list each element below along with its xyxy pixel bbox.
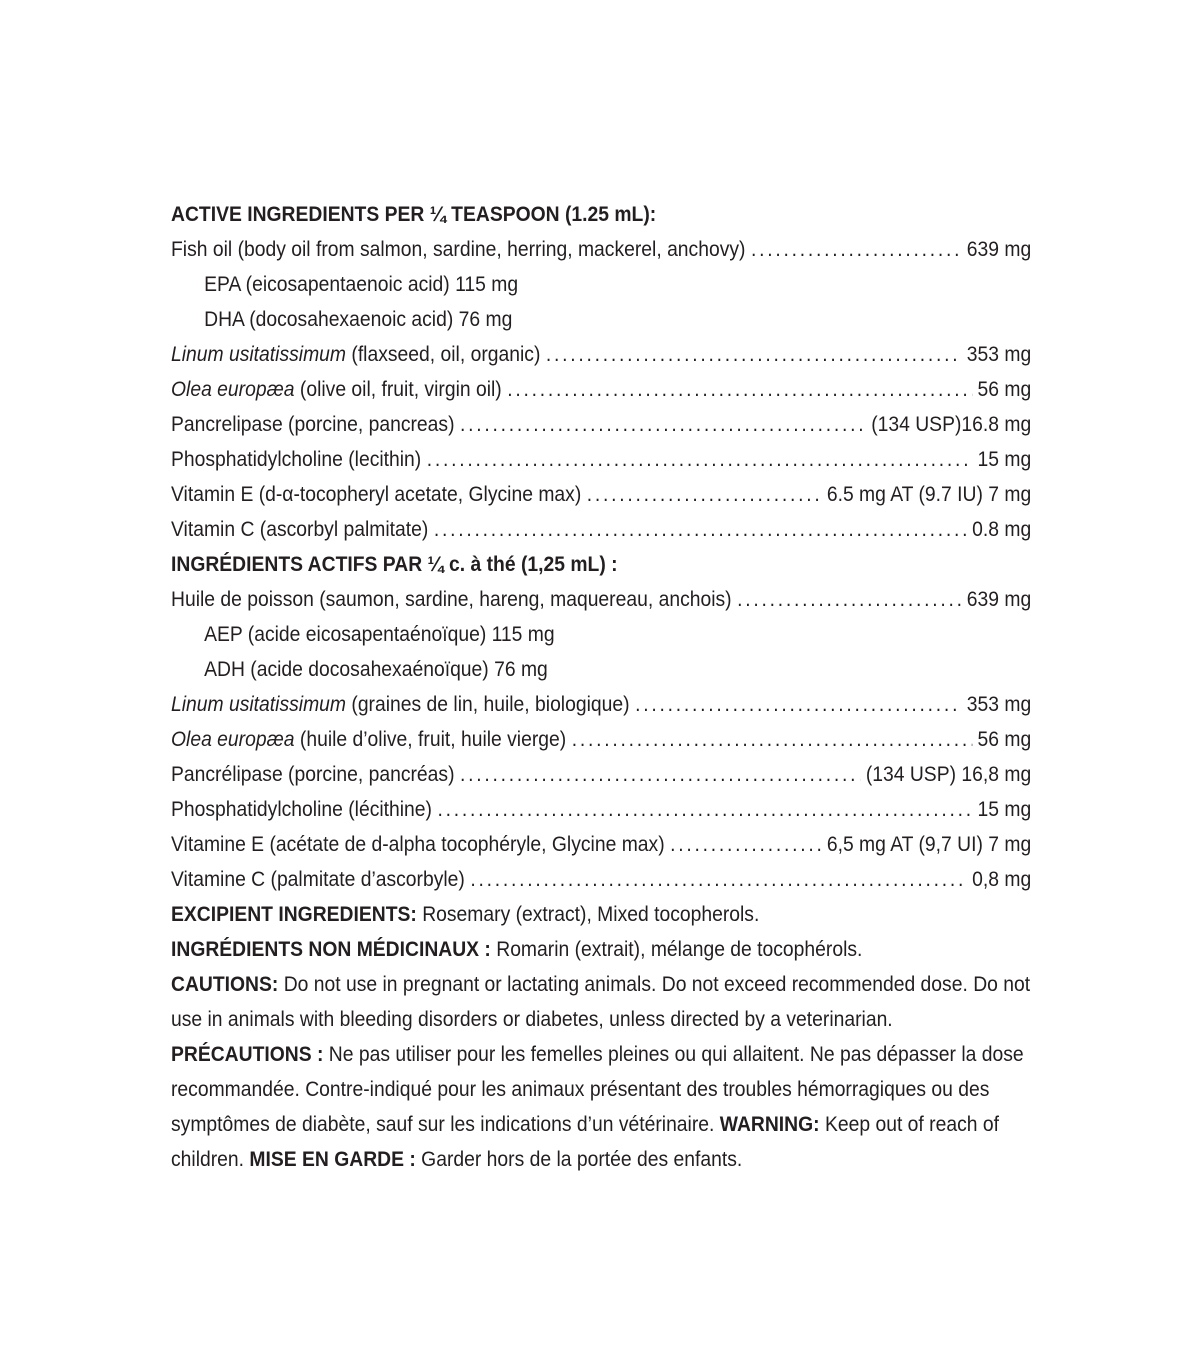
latin-name: Linum usitatissimum — [171, 343, 347, 366]
ingredient-row-pancrelipase-en — [171, 407, 1031, 442]
latin-name: Olea europæa — [171, 728, 295, 751]
ingredient-row-fish-oil-fr — [171, 582, 1031, 617]
cautions-paragraph — [171, 967, 1031, 1177]
ingredient-row-phosphatidylcholine-en — [171, 442, 1031, 477]
cautions-text-en: Do not use in pregnant or lactating animals. Do not exceed recommended dose. Do not use in animals with bleeding disorders or diabetes, unless directed by a veterinarian. — [171, 973, 1031, 1031]
ingredient-name: Phosphatidylcholine (lécithine) — [171, 798, 432, 821]
ingredient-name: Vitamin E (d-α-tocopheryl acetate, Glycine max) — [171, 483, 582, 506]
ingredient-name — [171, 722, 566, 757]
dot-leader — [587, 477, 822, 512]
ingredient-amount: 6,5 mg AT (9,7 UI) 7 mg — [826, 833, 1032, 856]
ingredient-amount: 0.8 mg — [972, 518, 1032, 541]
ingredient-amount: 56 mg — [977, 728, 1032, 751]
dot-leader — [434, 512, 967, 547]
ingredient-row-vitamin-e-fr — [171, 827, 1031, 862]
warning-label-fr: MISE EN GARDE : — [249, 1148, 416, 1171]
excipient-label-fr: INGRÉDIENTS NON MÉDICINAUX : — [171, 938, 491, 961]
ingredient-amount: 353 mg — [966, 693, 1032, 716]
dot-leader — [670, 827, 821, 862]
ingredient-row-vitamin-c-en — [171, 512, 1031, 547]
dot-leader — [546, 337, 961, 372]
excipient-label-en: EXCIPIENT INGREDIENTS: — [171, 903, 417, 926]
ingredient-row-pancrelipase-fr — [171, 757, 1031, 792]
active-ingredients-heading-fr: INGRÉDIENTS ACTIFS PAR ¼ c. à thé (1,25 mL) : — [171, 553, 618, 576]
ingredient-amount: (134 USP)16.8 mg — [871, 413, 1032, 436]
dot-leader — [507, 372, 972, 407]
ingredient-amount: 15 mg — [977, 448, 1032, 471]
dot-leader — [737, 582, 961, 617]
ingredient-row-olea-fr — [171, 722, 1031, 757]
ingredient-row-olea-en — [171, 372, 1031, 407]
excipient-text-en: Rosemary (extract), Mixed tocopherols. — [416, 903, 760, 926]
ingredient-name: Vitamine E (acétate de d-alpha tocophéryle, Glycine max) — [171, 833, 665, 856]
excipient-text-fr: Romarin (extrait), mélange de tocophérols. — [490, 938, 863, 961]
ingredient-description: (flaxseed, oil, organic) — [346, 343, 541, 366]
ingredient-amount: (134 USP) 16,8 mg — [865, 763, 1032, 786]
ingredient-name: Pancrélipase (porcine, pancréas) — [171, 763, 455, 786]
active-ingredients-heading-en: ACTIVE INGREDIENTS PER ¼ TEASPOON (1.25 mL): — [171, 203, 657, 226]
ingredient-label — [171, 197, 1031, 1177]
ingredient-row-vitamin-c-fr — [171, 862, 1031, 897]
ingredient-name — [171, 337, 540, 372]
ingredient-subrow-epa-fr: AEP (acide eicosapentaénoïque) 115 mg — [204, 623, 555, 646]
ingredient-description: (graines de lin, huile, biologique) — [346, 693, 630, 716]
ingredient-name: Fish oil (body oil from salmon, sardine, herring, mackerel, anchovy) — [171, 238, 746, 261]
dot-leader — [460, 407, 866, 442]
dot-leader — [427, 442, 972, 477]
ingredient-name — [171, 687, 630, 722]
ingredient-name: Vitamin C (ascorbyl palmitate) — [171, 518, 429, 541]
warning-label-en: WARNING: — [719, 1113, 820, 1136]
ingredient-subrow-dha-fr: ADH (acide docosahexaénoïque) 76 mg — [204, 658, 548, 681]
ingredient-amount: 15 mg — [977, 798, 1032, 821]
ingredient-name: Phosphatidylcholine (lecithin) — [171, 448, 422, 471]
ingredient-name: Huile de poisson (saumon, sardine, hareng, maquereau, anchois) — [171, 588, 732, 611]
ingredient-name: Vitamine C (palmitate d’ascorbyle) — [171, 868, 465, 891]
cautions-text-fr: Ne pas utiliser pour les femelles pleines ou qui allaitent. Ne pas dépasser la dose recommandée. Contre-indiqué pour les animaux présentant des troubles hémorragiques ou des symptômes de diabète, sauf sur les indications d’un vétérinaire. — [171, 1043, 1024, 1136]
dot-leader — [751, 232, 961, 267]
dot-leader — [470, 862, 966, 897]
ingredient-amount: 639 mg — [966, 588, 1032, 611]
ingredient-subrow-dha-en: DHA (docosahexaenoic acid) 76 mg — [204, 308, 513, 331]
warning-text-en: Keep out of reach of children. — [171, 1113, 999, 1171]
ingredient-description: (huile d’olive, fruit, huile vierge) — [294, 728, 567, 751]
latin-name: Linum usitatissimum — [171, 693, 347, 716]
ingredient-row-linum-en — [171, 337, 1031, 372]
dot-leader — [572, 722, 972, 757]
dot-leader — [460, 757, 860, 792]
warning-text-fr: Garder hors de la portée des enfants. — [415, 1148, 743, 1171]
dot-leader — [635, 687, 961, 722]
latin-name: Olea europæa — [171, 378, 295, 401]
ingredient-description: (olive oil, fruit, virgin oil) — [294, 378, 502, 401]
ingredient-row-fish-oil-en — [171, 232, 1031, 267]
cautions-label-en: CAUTIONS: — [171, 973, 279, 996]
ingredient-amount: 0,8 mg — [972, 868, 1032, 891]
ingredient-amount: 639 mg — [966, 238, 1032, 261]
ingredient-row-linum-fr — [171, 687, 1031, 722]
ingredient-row-vitamin-e-en — [171, 477, 1031, 512]
dot-leader — [437, 792, 971, 827]
ingredient-subrow-epa-en: EPA (eicosapentaenoic acid) 115 mg — [204, 273, 519, 296]
cautions-label-fr: PRÉCAUTIONS : — [171, 1043, 324, 1066]
ingredient-name — [171, 372, 502, 407]
excipient-ingredients-en — [171, 897, 1031, 932]
excipient-ingredients-fr — [171, 932, 1031, 967]
ingredient-amount: 56 mg — [977, 378, 1032, 401]
ingredient-row-phosphatidylcholine-fr — [171, 792, 1031, 827]
ingredient-amount: 6.5 mg AT (9.7 IU) 7 mg — [826, 483, 1032, 506]
ingredient-name: Pancrelipase (porcine, pancreas) — [171, 413, 455, 436]
ingredient-amount: 353 mg — [966, 343, 1032, 366]
